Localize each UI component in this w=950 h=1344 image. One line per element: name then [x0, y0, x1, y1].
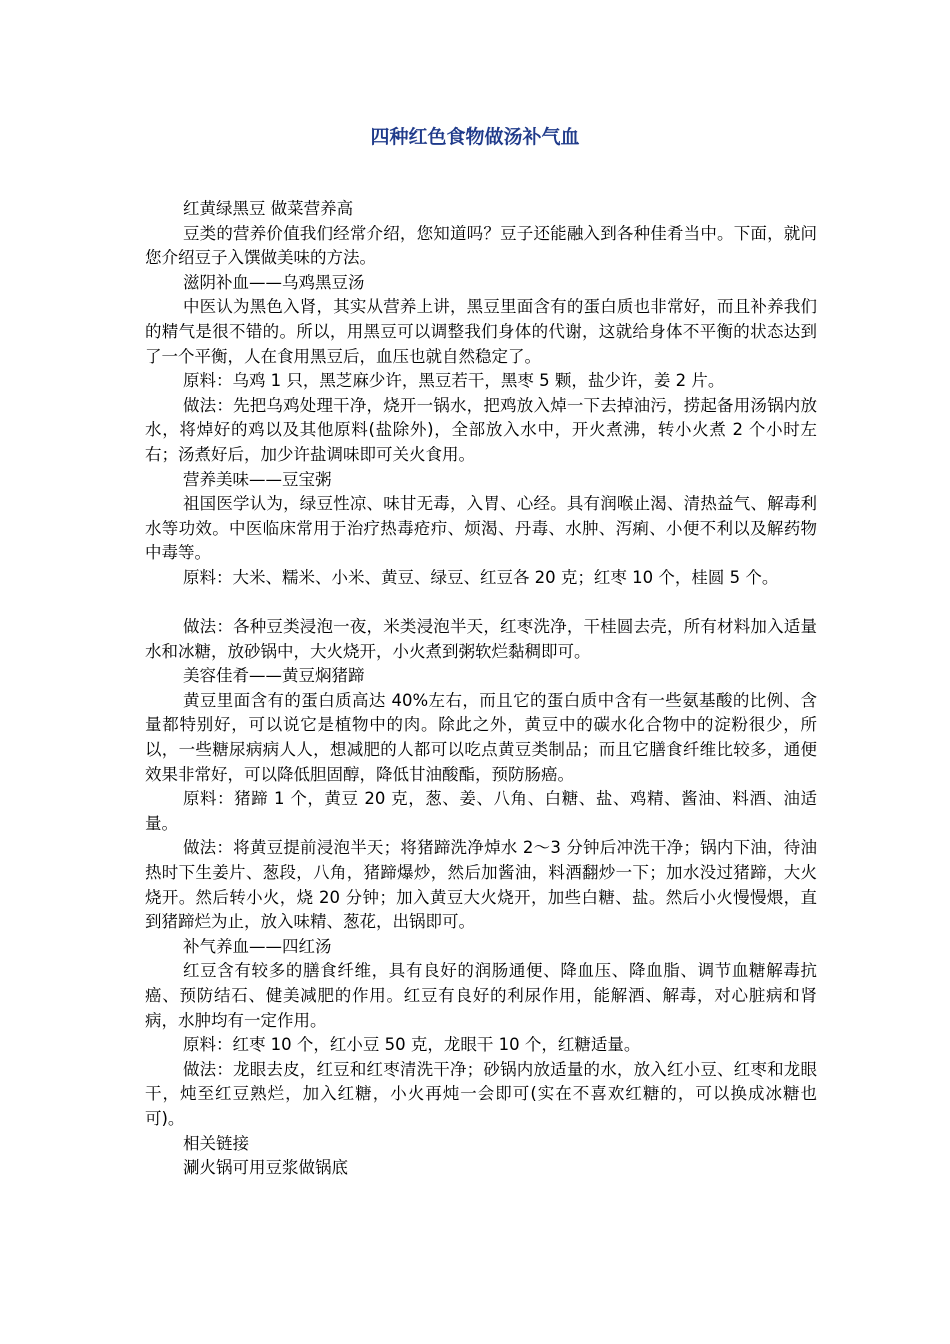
- related-link-item: 涮火锅可用豆浆做锅底: [182, 1158, 348, 1178]
- method-paragraph: 做法：先把乌鸡处理干净，烧开一锅水，把鸡放入焯一下去掉油污，捞起备用汤锅内放水，将焯好的鸡以及其他原料(盐除外)，全部放入水中，开火煮沸，转小火煮 2 个小时左右；汤煮好后，加少许盐调味即可关火食用。: [145, 395, 817, 464]
- body-paragraph: 红豆含有较多的膳食纤维，具有良好的润肠通便、降血压、降血脂、调节血糖解毒抗癌、预防结石、健美减肥的作用。红豆有良好的利尿作用，能解酒、解毒，对心脏病和肾病，水肿均有一定作用。: [145, 961, 817, 1030]
- ingredients-paragraph: 原料：猪蹄 1 个，黄豆 20 克，葱、姜、八角、白糖、盐、鸡精、酱油、料酒、油适量。: [145, 789, 817, 833]
- intro-paragraph: 豆类的营养价值我们经常介绍，您知道吗？豆子还能融入到各种佳肴当中。下面，就问您介绍豆子入馔做美味的方法。: [145, 223, 817, 268]
- related-links-heading: 相关链接: [182, 1133, 249, 1153]
- document-body: [145, 197, 817, 1181]
- blank-line: [145, 591, 817, 616]
- section-heading-beans: 红黄绿黑豆 做菜营养高: [182, 199, 354, 218]
- body-paragraph: 祖国医学认为，绿豆性凉、味甘无毒，入胃、心经。具有润喉止渴、清热益气、解毒利水等功效。中医临床常用于治疗热毒疮疖、烦渴、丹毒、水肿、泻痢、小便不利以及解药物中毒等。: [145, 494, 817, 563]
- section-heading-four-red-soup: 补气养血——四红汤: [182, 936, 332, 956]
- section-heading-pig-trotter: 美容佳肴——黄豆焖猪蹄: [182, 666, 365, 686]
- document-title: 四种红色食物做汤补气血: [370, 126, 580, 148]
- section-heading-bean-porridge: 营养美味——豆宝粥: [182, 469, 332, 489]
- ingredients-paragraph: 原料：红枣 10 个，红小豆 50 克，龙眼干 10 个，红糖适量。: [182, 1035, 641, 1055]
- method-paragraph: 做法：将黄豆提前浸泡半天；将猪蹄洗净焯水 2～3 分钟后冲洗干净；锅内下油，待油热时下生姜片、葱段，八角，猪蹄爆炒，然后加酱油，料酒翻炒一下；加水没过猪蹄，大火烧开。然后转小火，烧 20 分钟；加入黄豆大火烧开，加些白糖、盐。然后小火慢慢煨，直到猪蹄烂为止，放入味精、葱花，出锅即可。: [145, 838, 817, 932]
- ingredients-paragraph: 原料：乌鸡 1 只，黑芝麻少许，黑豆若干，黑枣 5 颗，盐少许，姜 2 片。: [182, 371, 725, 391]
- section-heading-black-bean-soup: 滋阴补血——乌鸡黑豆汤: [182, 272, 365, 292]
- body-paragraph: 黄豆里面含有的蛋白质高达 40%左右，而且它的蛋白质中含有一些氨基酸的比例、含量都特别好，可以说它是植物中的肉。除此之外，黄豆中的碳水化合物中的淀粉很少，所以，一些糖尿病病人人，想减肥的人都可以吃点黄豆类制品；而且它膳食纤维比较多，通便效果非常好，可以降低胆固醇，降低甘油酸酯，预防肠癌。: [145, 690, 817, 784]
- method-paragraph: 做法：龙眼去皮，红豆和红枣清洗干净；砂锅内放适量的水，放入红小豆、红枣和龙眼干，炖至红豆熟烂，加入红糖，小火再炖一会即可(实在不喜欢红糖的，可以换成冰糖也可)。: [145, 1059, 817, 1128]
- method-paragraph: 做法：各种豆类浸泡一夜，米类浸泡半天，红枣洗净，干桂圆去壳，所有材料加入适量水和冰糖，放砂锅中，大火烧开，小火煮到粥软烂黏稠即可。: [145, 617, 817, 661]
- ingredients-paragraph: 原料：大米、糯米、小米、黄豆、绿豆、红豆各 20 克；红枣 10 个，桂圆 5 个。: [182, 567, 779, 587]
- body-paragraph: 中医认为黑色入肾，其实从营养上讲，黑豆里面含有的蛋白质也非常好，而且补养我们的精气是很不错的。所以，用黑豆可以调整我们身体的代谢，这就给身体不平衡的状态达到了一个平衡，人在食用黑豆后，血压也就自然稳定了。: [145, 297, 817, 366]
